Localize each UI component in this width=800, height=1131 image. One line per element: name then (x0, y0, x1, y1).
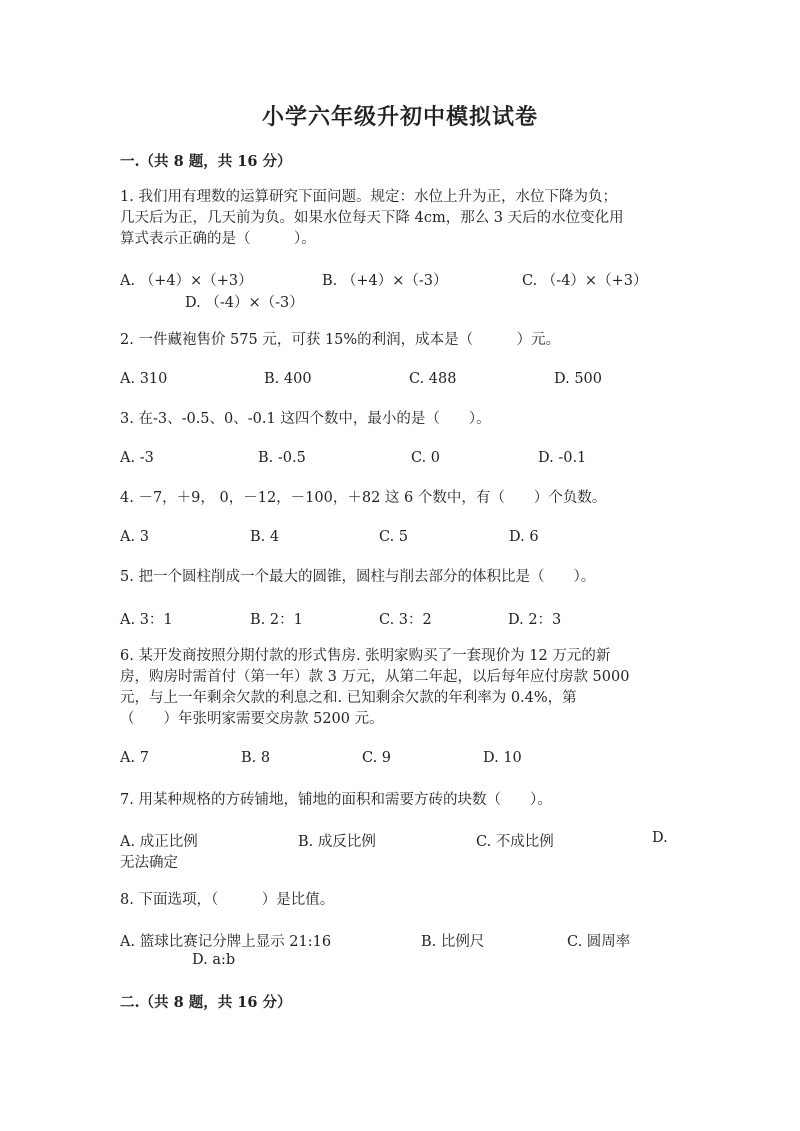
option-d[interactable]: D. a:b (192, 952, 236, 968)
option-a[interactable]: A. 3 (120, 529, 149, 545)
option-b[interactable]: B. （+4）×（-3） (322, 273, 448, 289)
question-3 (120, 409, 680, 430)
question-2 (120, 330, 680, 351)
option-d-text[interactable]: 无法确定 (120, 855, 178, 871)
option-d[interactable]: D. (652, 830, 668, 846)
question-5-line-1: 5. 把一个圆柱削成一个最大的圆锥，圆柱与削去部分的体积比是（ ）。 (120, 569, 596, 585)
option-d[interactable]: D. 2：3 (508, 612, 562, 628)
question-3-line-1: 3. 在-3、-0.5、0、-0.1 这四个数中，最小的是（ ）。 (120, 411, 491, 427)
section-heading-2: 二.（共 8 题，共 16 分） (120, 994, 292, 1011)
option-c[interactable]: C. 9 (362, 750, 392, 766)
question-8-options (120, 930, 680, 976)
question-7 (120, 790, 680, 811)
question-1-options (120, 269, 680, 315)
question-8 (120, 890, 680, 911)
question-7-options (120, 830, 680, 876)
question-6-line-2: 房，购房时需首付（第一年）款 3 万元，从第二年起，以后每年应付房款 5000 (120, 669, 630, 685)
question-1 (120, 187, 680, 250)
option-a[interactable]: A. -3 (120, 450, 154, 466)
option-c[interactable]: C. （-4）×（+3） (522, 273, 648, 289)
option-b[interactable]: B. 400 (264, 371, 312, 387)
option-a[interactable]: A. 篮球比赛记分牌上显示 21:16 (120, 934, 332, 950)
option-d[interactable]: D. 500 (554, 371, 603, 387)
question-8-line-1: 8. 下面选项，（ ）是比值。 (120, 892, 335, 908)
option-c[interactable]: C. 5 (379, 529, 409, 545)
question-5 (120, 567, 680, 588)
option-b[interactable]: B. 比例尺 (421, 934, 485, 950)
option-a[interactable]: A. 7 (120, 750, 149, 766)
question-2-line-1: 2. 一件藏袍售价 575 元，可获 15%的利润，成本是（ ）元。 (120, 332, 561, 348)
option-c[interactable]: C. 圆周率 (567, 934, 631, 950)
option-c[interactable]: C. 0 (411, 450, 441, 466)
option-d[interactable]: D. 10 (483, 750, 522, 766)
option-b[interactable]: B. -0.5 (258, 450, 306, 466)
option-c[interactable]: C. 488 (409, 371, 457, 387)
option-d[interactable]: D. -0.1 (538, 450, 587, 466)
question-4 (120, 488, 680, 509)
option-c[interactable]: C. 不成比例 (476, 834, 554, 850)
question-6-line-1: 6. 某开发商按照分期付款的形式售房. 张明家购买了一套现价为 12 万元的新 (120, 648, 611, 664)
question-1-line-3: 算式表示正确的是（ ）。 (120, 231, 316, 247)
option-a[interactable]: A. 310 (120, 371, 168, 387)
option-a[interactable]: A. （+4）×（+3） (120, 273, 253, 289)
option-b[interactable]: B. 8 (241, 750, 271, 766)
option-a[interactable]: A. 成正比例 (120, 834, 198, 850)
option-c[interactable]: C. 3：2 (379, 612, 432, 628)
question-6 (120, 646, 680, 730)
question-1-line-2: 几天后为正，几天前为负。如果水位每天下降 4cm，那么 3 天后的水位变化用 (120, 210, 624, 226)
question-7-line-1: 7. 用某种规格的方砖铺地，铺地的面积和需要方砖的块数（ ）。 (120, 792, 552, 808)
question-6-line-4: （ ）年张明家需要交房款 5200 元。 (120, 711, 384, 727)
option-d[interactable]: D. 6 (509, 529, 539, 545)
option-b[interactable]: B. 2：1 (250, 612, 303, 628)
option-b[interactable]: B. 成反比例 (298, 834, 376, 850)
section-heading-1: 一.（共 8 题，共 16 分） (120, 153, 292, 170)
option-d[interactable]: D. （-4）×（-3） (185, 295, 304, 311)
page-title: 小学六年级升初中模拟试卷 (261, 104, 538, 130)
question-6-line-3: 元，与上一年剩余欠款的利息之和. 已知剩余欠款的年利率为 0.4%，第 (120, 690, 577, 706)
question-1-line-1: 1. 我们用有理数的运算研究下面问题。规定：水位上升为正，水位下降为负； (120, 189, 617, 205)
option-a[interactable]: A. 3：1 (120, 612, 173, 628)
question-4-line-1: 4. －7，＋9， 0，－12，－100，＋82 这 6 个数中，有（ ）个负数。 (120, 490, 607, 506)
option-b[interactable]: B. 4 (250, 529, 280, 545)
